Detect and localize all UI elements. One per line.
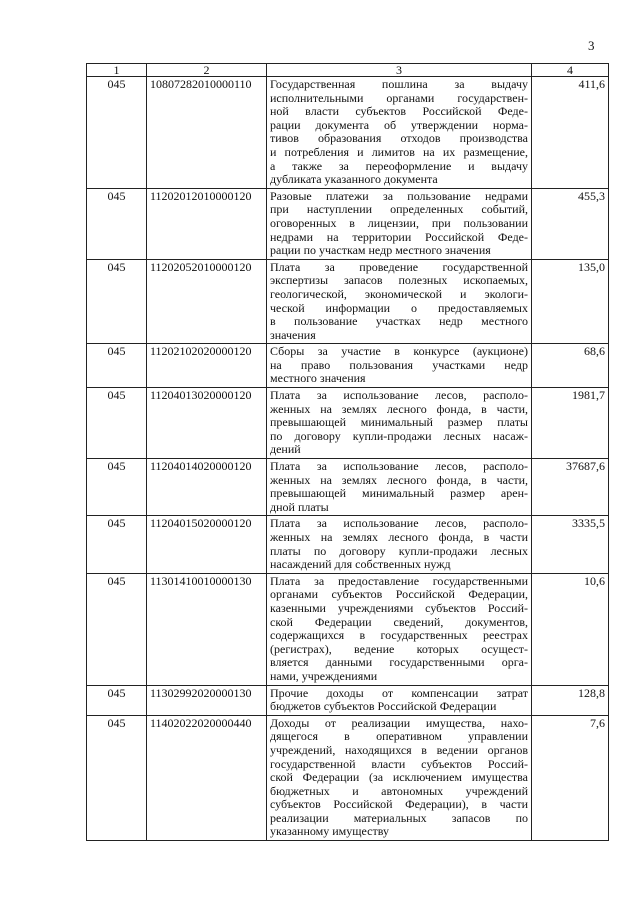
amount-cell: 10,6 [532, 573, 609, 685]
description-cell [267, 573, 532, 685]
description-line: реализации материальных запасов по [270, 810, 528, 825]
description-cell [267, 188, 532, 259]
revenue-table [86, 63, 609, 841]
amount-cell: 411,6 [532, 77, 609, 189]
description-line: и потребления и лимитов на их размещение, [270, 144, 528, 159]
description-line: (регистрах), ведение которых осущест- [270, 641, 528, 656]
revenue-code-cell: 11202012010000120 [147, 188, 267, 259]
amount-cell: 3335,5 [532, 516, 609, 573]
description-line: Прочие доходы от компенсации затрат [270, 685, 528, 700]
description-line: дящегося в оперативном управлении [270, 729, 528, 744]
revenue-code-cell: 11302992020000130 [147, 685, 267, 715]
description-line: бюджетов субъектов Российской Федерации [270, 699, 497, 714]
description-line: превышающей минимальный размер арен- [270, 486, 528, 501]
table-row [87, 573, 609, 685]
revenue-code-cell: 11202052010000120 [147, 259, 267, 344]
table-row [87, 459, 609, 516]
amount-cell: 128,8 [532, 685, 609, 715]
description-line: Плата за использование лесов, располо- [270, 459, 528, 474]
description-line: женных на землях лесного фонда, в части, [270, 401, 528, 416]
amount-cell: 37687,6 [532, 459, 609, 516]
description-line: Плата за предоставление государственными [270, 573, 528, 588]
description-line: женных на землях лесного фонда, в части [270, 530, 528, 544]
description-line: рации документа об утверждении норма- [270, 117, 528, 132]
description-line: геологической, экономической и экологи- [270, 286, 528, 301]
table-row [87, 188, 609, 259]
description-line: ческой информации о предоставляемых [270, 300, 528, 315]
description-line: по договору купли-продажи лесных насаж- [270, 428, 528, 443]
description-line: Плата за проведение государственной [270, 259, 528, 274]
amount-cell: 455,3 [532, 188, 609, 259]
description-cell [267, 715, 532, 840]
description-line: государственной власти субъектов Россий- [270, 756, 528, 771]
description-line: на право пользования участками недр [270, 357, 528, 372]
description-cell [267, 516, 532, 573]
header-col-3: 3 [267, 64, 532, 77]
revenue-code-cell: 10807282010000110 [147, 77, 267, 189]
admin-code-cell: 045 [87, 388, 147, 459]
description-line: учреждений, находящихся в ведении органов [270, 742, 528, 757]
admin-code-cell: 045 [87, 516, 147, 573]
description-line: Доходы от реализации имущества, нахо- [270, 715, 528, 730]
description-line: субъектов Российской Федерации), в части [270, 797, 528, 812]
admin-code-cell: 045 [87, 77, 147, 189]
admin-code-cell: 045 [87, 573, 147, 685]
revenue-code-cell: 11301410010000130 [147, 573, 267, 685]
description-line: дубликата указанного документа [270, 172, 438, 187]
table-row [87, 715, 609, 840]
description-line: тивов образования отходов производства [270, 131, 528, 146]
description-line: Государственная пошлина за выдачу [270, 77, 528, 91]
description-line: Плата за использование лесов, располо- [270, 388, 528, 403]
description-line: дной платы [270, 499, 329, 514]
description-line: платы по договору купли-продажи лесных [270, 543, 528, 558]
amount-cell: 68,6 [532, 344, 609, 388]
description-line: Плата за использование лесов, располо- [270, 516, 528, 531]
page-number: 3 [588, 38, 595, 53]
description-line: Разовые платежи за пользование недрами [270, 188, 528, 203]
table-row [87, 685, 609, 715]
description-line: а также за переоформление и выдачу [270, 158, 528, 173]
description-line: насаждений для собственных нужд [270, 557, 451, 572]
description-line: превышающей минимальный размер платы [270, 415, 528, 430]
table-row [87, 77, 609, 189]
admin-code-cell: 045 [87, 715, 147, 840]
description-line: бюджетных и автономных учреждений [270, 783, 528, 798]
amount-cell: 7,6 [532, 715, 609, 840]
header-col-4: 4 [532, 64, 609, 77]
table-header-row [87, 64, 609, 77]
description-line: в пользование участках недр местного [270, 314, 528, 329]
description-line: содержащихся в государственных реестрах [270, 628, 528, 643]
description-line: вляется данными государственными орга- [270, 655, 528, 670]
revenue-code-cell: 11402022020000440 [147, 715, 267, 840]
description-line: недрами на территории Российской Феде- [270, 229, 528, 244]
description-line: исполнительными органами государствен- [270, 90, 528, 105]
description-line: ской Федерации (за исключением имущества [270, 770, 528, 785]
description-cell [267, 344, 532, 388]
description-line: указанному имуществу [270, 824, 389, 839]
admin-code-cell: 045 [87, 344, 147, 388]
description-line: дений [270, 442, 301, 457]
table-row [87, 259, 609, 344]
admin-code-cell: 045 [87, 459, 147, 516]
admin-code-cell: 045 [87, 188, 147, 259]
revenue-code-cell: 11204014020000120 [147, 459, 267, 516]
admin-code-cell: 045 [87, 685, 147, 715]
header-col-1: 1 [87, 64, 147, 77]
admin-code-cell: 045 [87, 259, 147, 344]
description-line: органами субъектов Российской Федерации, [270, 587, 528, 602]
table-row [87, 388, 609, 459]
description-line: ной власти субъектов Российской Феде- [270, 104, 528, 119]
description-cell [267, 459, 532, 516]
description-line: женных на землях лесного фонда, в части, [270, 472, 528, 487]
description-line: нами, учреждениями [270, 668, 378, 683]
table-row [87, 344, 609, 388]
description-line: оговоренных в лицензии, при пользовании [270, 215, 528, 230]
description-cell [267, 685, 532, 715]
description-line: ской Федерации сведений, документов, [270, 614, 528, 629]
revenue-code-cell: 11204013020000120 [147, 388, 267, 459]
description-line: при наступлении определенных событий, [270, 202, 528, 217]
description-line: рации по участкам недр местного значения [270, 243, 491, 258]
description-cell [267, 388, 532, 459]
header-col-2: 2 [147, 64, 267, 77]
amount-cell: 135,0 [532, 259, 609, 344]
description-line: значения [270, 327, 316, 342]
revenue-code-cell: 11202102020000120 [147, 344, 267, 388]
revenue-code-cell: 11204015020000120 [147, 516, 267, 573]
description-line: местного значения [270, 371, 366, 386]
description-line: Сборы за участие в конкурсе (аукционе) [270, 344, 528, 359]
description-line: казенными учреждениями субъектов Россий- [270, 600, 528, 615]
description-line: экспертизы запасов полезных ископаемых, [270, 273, 528, 288]
description-cell [267, 259, 532, 344]
description-cell [267, 77, 532, 189]
amount-cell: 1981,7 [532, 388, 609, 459]
table-row [87, 516, 609, 573]
